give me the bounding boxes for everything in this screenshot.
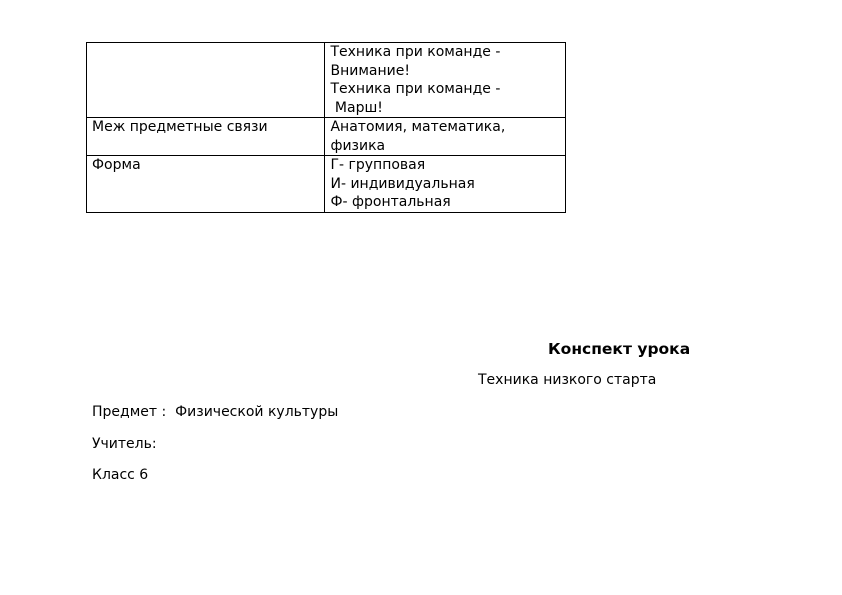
table-row (87, 156, 566, 213)
row-label: Меж предметные связи (92, 119, 268, 135)
cell-line: И- индивидуальная (330, 175, 475, 192)
table-row (87, 118, 566, 156)
document-title: Конспект урока (548, 340, 691, 358)
table-cell-label (87, 118, 325, 156)
cell-line: Анатомия, математика, (330, 119, 506, 135)
table-cell-content (325, 43, 566, 118)
cell-line: Марш! (330, 99, 383, 116)
cell-line: Техника при команде - (330, 44, 501, 60)
row-label: Форма (92, 157, 141, 173)
cell-line: Ф- фронтальная (330, 194, 451, 210)
lesson-topic: Техника низкого старта (478, 372, 657, 388)
class-line: Класс 6 (92, 467, 149, 483)
teacher-line: Учитель: (92, 436, 157, 452)
table-cell-content (325, 118, 566, 156)
lesson-info-table (86, 42, 566, 213)
subject-line: Предмет : Физической культуры (92, 404, 339, 420)
cell-line: Техника при команде - (330, 81, 501, 97)
table-cell-label (87, 156, 325, 213)
cell-line: Г- групповая (330, 157, 426, 173)
table-cell-label (87, 43, 325, 118)
table-cell-content (325, 156, 566, 213)
cell-line: физика (330, 137, 386, 154)
table-row (87, 43, 566, 118)
cell-line: Внимание! (330, 62, 410, 79)
